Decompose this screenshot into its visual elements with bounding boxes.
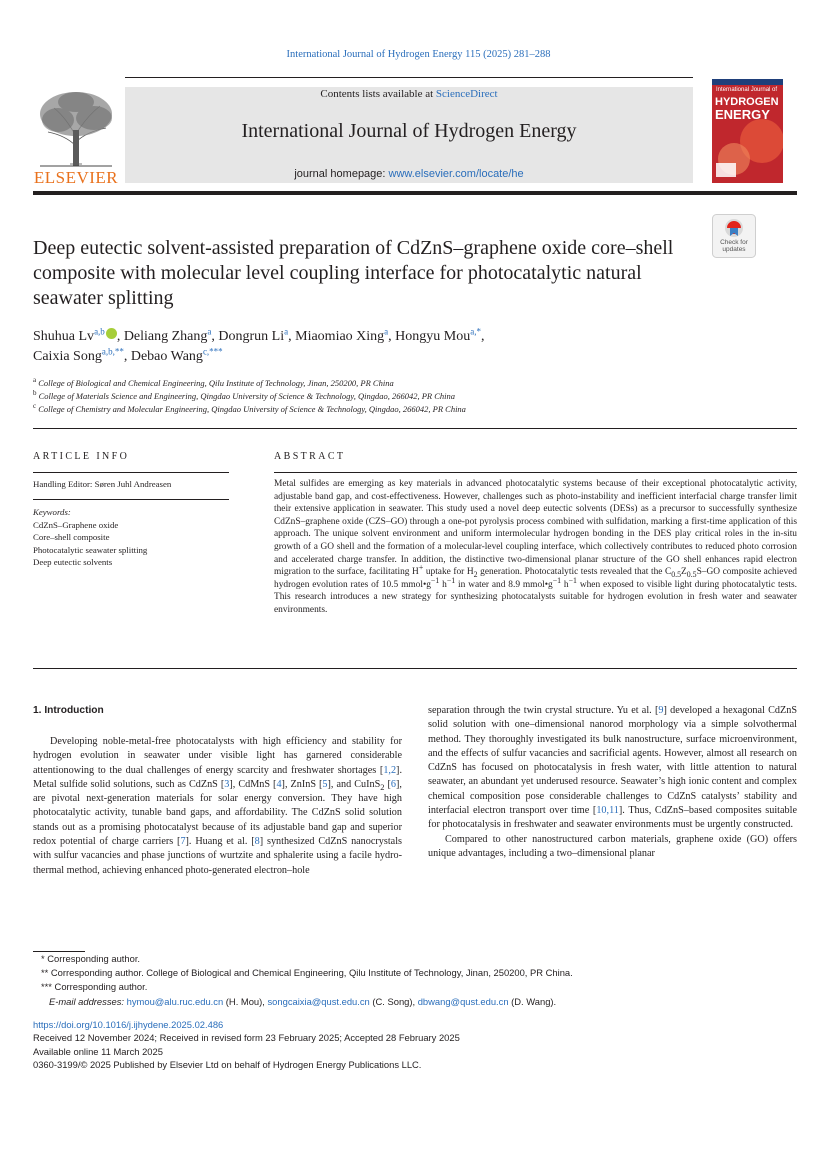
author-name[interactable]: Miaomiao Xing xyxy=(295,329,385,344)
author-list xyxy=(33,327,683,367)
keyword[interactable]: Deep eutectic solvents xyxy=(33,557,113,568)
author-separator: , xyxy=(123,349,131,364)
journal-cover-thumbnail[interactable] xyxy=(712,79,783,183)
article-info-bottom-rule xyxy=(33,668,797,669)
homepage-label: journal homepage: xyxy=(294,168,389,180)
available-online: Available online 11 March 2025 xyxy=(33,1045,163,1057)
author-name[interactable]: Hongyu Mou xyxy=(395,329,471,344)
email-link[interactable]: songcaixia@qust.edu.cn xyxy=(267,995,370,1007)
orcid-icon[interactable] xyxy=(106,328,117,339)
elsevier-wordmark: ELSEVIER xyxy=(33,168,119,187)
affiliation-text: College of Chemistry and Molecular Engineering, Qingdao University of Science & Technology, Qingdao, 266042, PR China xyxy=(38,404,466,414)
author-name[interactable]: Deliang Zhang xyxy=(123,329,208,344)
contents-label: Contents lists available at xyxy=(320,88,436,100)
author-separator: , xyxy=(480,329,485,344)
author-affiliation-marker[interactable]: a,b xyxy=(94,326,105,337)
keywords-label: Keywords: xyxy=(33,507,71,517)
citation-link[interactable]: 7 xyxy=(180,836,186,848)
abstract-text: Metal sulfides are emerging as key materials in advanced photocatalytic systems because of their exceptional photocatalytic activity, adjustable band gap, and cost-effectiveness. However, challenges such as photo-instability and inefficient interfacial charge transfer limit their extensive application in seawater. This study used a novel deep eutectic solvents (DESs) as a precursor to successfully synthesize CdZnS–graphene oxide (CZS–GO) through a one-pot pyrolysis process combined with sulfidation, marking a first-time application of this approach. The unique solvent environment and uniform intermolecular hydrogen bonding in the DES play critical roles in the in-situ growth of a GO shell and the formation of a molecular-level coupling interface, which collectively contributes to reduced photo corrosion and accelerated charge transfer. In addition, the distinctive two-dimensional planar structure of the GO shell enhances rapid electron migration to the surface, facilitating H+ uptake for $H_2$ generation. Photocatalytic tests revealed that the $C_{0.5}Z_{0.5}S-GO$ composite achieved hydrogen evolution rates of 10.5 $mmol•g^{-1}$ $h^{-1}$ in water and 8.9 $mmol•g^{-1}$ $h^{-1}$ when exposed to visible light during photocatalytic tests. This research introduces a new strategy for synthesizing photocatalysts suitable for hydrogen evolution in fresh water and seawater environments. xyxy=(274,479,797,615)
article-info-rule xyxy=(33,472,229,473)
journal-cover-image xyxy=(712,79,783,183)
cover-text-hydrogen: HYDROGEN xyxy=(715,96,779,108)
abstract-heading: ABSTRACT xyxy=(274,451,346,462)
author-name[interactable]: Caixia Song xyxy=(33,349,102,364)
doi-link[interactable]: https://doi.org/10.1016/j.ijhydene.2025.02.486 xyxy=(33,1019,224,1030)
abstract-rule xyxy=(274,472,797,473)
email-link[interactable]: hymou@alu.ruc.edu.cn xyxy=(126,995,224,1007)
journal-homepage-line xyxy=(125,168,693,180)
email-addresses: E-mail addresses: hymou@alu.ruc.edu.cn (H. Mou), songcaixia@qust.edu.cn (C. Song), dbwang@qust.edu.cn (D. Wang). xyxy=(49,995,557,1007)
author-affiliation-marker[interactable]: a xyxy=(384,326,389,337)
citation-link[interactable]: 8 xyxy=(254,836,260,848)
article-info-top-rule xyxy=(33,428,797,429)
article-title: Deep eutectic solvent-assisted preparation of CdZnS–graphene oxide core–shell composite with molecular level coupling interface for photocatalytic natural seawater splitting xyxy=(33,237,674,309)
homepage-link[interactable]: www.elsevier.com/locate/he xyxy=(388,168,524,180)
affiliation-label: b xyxy=(33,389,37,398)
affiliation xyxy=(33,403,733,416)
article-info-rule xyxy=(33,499,229,500)
affiliation-label: a xyxy=(33,376,37,385)
footnote-corresponding-3: *** Corresponding author. xyxy=(41,981,148,993)
author-name[interactable]: Shuhua Lv xyxy=(33,329,95,344)
crossmark-label-line2: updates xyxy=(722,246,746,253)
keyword[interactable]: Photocatalytic seawater splitting xyxy=(33,544,148,555)
affiliation-label: c xyxy=(33,402,37,411)
citation-link[interactable]: 4 xyxy=(276,778,282,790)
affiliation xyxy=(33,377,733,390)
author-affiliation-marker[interactable]: c,*** xyxy=(202,346,223,357)
cover-text-top: International Journal of xyxy=(716,87,778,93)
author-separator: , xyxy=(116,329,124,344)
affiliation-text: College of Materials Science and Engineering, Qingdao University of Science & Technology, Qingdao, 266042, PR China xyxy=(38,391,455,401)
citation-link[interactable]: 10,11 xyxy=(596,805,619,817)
citation-link[interactable]: 3 xyxy=(224,778,230,790)
contents-line xyxy=(125,88,693,100)
check-for-updates-badge[interactable] xyxy=(712,214,756,258)
section-heading-introduction: 1. Introduction xyxy=(33,705,104,716)
email-link[interactable]: dbwang@qust.edu.cn xyxy=(417,995,509,1007)
journal-title: International Journal of Hydrogen Energy xyxy=(241,120,577,142)
citation-link[interactable]: 5 xyxy=(322,778,328,790)
affiliation-text: College of Biological and Chemical Engineering, Qilu Institute of Technology, Jinan, 250200, PR China xyxy=(38,378,394,388)
author-name[interactable]: Dongrun Li xyxy=(218,329,285,344)
body-column-right xyxy=(428,704,797,861)
affiliation xyxy=(33,390,733,403)
author-separator: , xyxy=(211,329,219,344)
handling-editor: Handling Editor: Søren Juhl Andreasen xyxy=(33,479,172,489)
elsevier-logo[interactable] xyxy=(30,86,122,186)
body-column-left xyxy=(33,735,402,878)
email-label: E-mail addresses: xyxy=(49,995,125,1007)
running-head[interactable]: International Journal of Hydrogen Energy 115 (2025) 281–288 xyxy=(286,49,551,60)
footnotes xyxy=(33,952,797,1009)
author-affiliation-marker[interactable]: a xyxy=(207,326,212,337)
keywords-block xyxy=(33,506,229,569)
copyright-line: 0360-3199/© 2025 Published by Elsevier Ltd on behalf of Hydrogen Energy Publications LLC. xyxy=(33,1059,422,1071)
citation-link[interactable]: 1,2 xyxy=(383,764,397,776)
journal-masthead xyxy=(125,87,693,183)
author-separator: , xyxy=(388,329,396,344)
body-paragraph: Compared to other nanostructured carbon materials, graphene oxide (GO) offers unique advantages, including a two–dimensional planar xyxy=(428,833,797,859)
publication-info xyxy=(33,1018,797,1072)
body-paragraph: separation through the twin crystal structure. Yu et al. [9] developed a hexagonal CdZnS solid solution with one–dimensional nanorod morphology via a simple solvothermal method. They thoroughly investigated its bulk nanostructure, surface microenvironment, and the effects of sulfur vacancies and sacrificial agents. However, almost all research on CdZnS has focused on photocatalysis in fresh water, with little attention to natural seawater, an abundant yet underused resource. Seawater’s high ionic content and complex chemical composition pose considerable challenges to CdZnS catalysts’ stability and interfacial electron transport over time [10,11]. Thus, CdZnS–based composites suitable for photocatalysis in freshwater and seawater environments must be urgently constructed. xyxy=(428,705,797,831)
sciencedirect-link[interactable]: ScienceDirect xyxy=(435,88,498,100)
citation-link[interactable]: 9 xyxy=(658,705,664,716)
author-affiliation-marker[interactable]: a,b,** xyxy=(101,346,124,357)
citation-link[interactable]: 6 xyxy=(390,778,397,790)
author-separator: , xyxy=(288,329,296,344)
cover-text-energy: ENERGY xyxy=(715,107,770,122)
footnote-corresponding-1: * Corresponding author. xyxy=(41,953,141,964)
received-dates: Received 12 November 2024; Received in revised form 23 February 2025; Accepted 28 February 2025 xyxy=(33,1032,460,1044)
footnote-corresponding-2: ** Corresponding author. College of Biological and Chemical Engineering, Qilu Institute of Technology, Jinan, 250200, PR China. xyxy=(41,967,573,979)
masthead-thick-rule xyxy=(33,191,797,195)
author-affiliation-marker[interactable]: a,* xyxy=(470,326,481,337)
affiliation-list xyxy=(33,377,733,416)
header-rule xyxy=(125,77,693,78)
author-name[interactable]: Debao Wang xyxy=(130,349,203,364)
body-paragraph: Developing noble-metal-free photocatalysts with high efficiency and stability for hydrogen evolution in seawater under visible light has garnered considerable attentionowing to the dual challenges of energy scarcity and freshwater shortages [1,2]. Metal sulfide solid solutions, such as CdZnS [3], CdMnS [4], ZnInS [5], and CuInS$_2$ [6], are pivotal next-generation materials for solar energy conversion. They have high photocatalytic activity, tunable band gaps, and affordability. The CdZnS solid solution stands out as a promising photocatalyst because of its adjustable band gap and superior redox potential of charge carriers [7]. Huang et al. [8] synthesized CdZnS nanocrystals with sulfur vacancies and phase junctions of wurtzite and sphalerite using a facile hydro-thermal method, achieving enhanced photo-generated electron–hole xyxy=(33,736,402,876)
keyword[interactable]: Core–shell composite xyxy=(33,532,110,543)
keyword[interactable]: CdZnS–Graphene oxide xyxy=(33,519,119,530)
crossmark-label-line1: Check for xyxy=(720,239,748,246)
article-info-heading: ARTICLE INFO xyxy=(33,451,130,462)
author-affiliation-marker[interactable]: a xyxy=(284,326,289,337)
